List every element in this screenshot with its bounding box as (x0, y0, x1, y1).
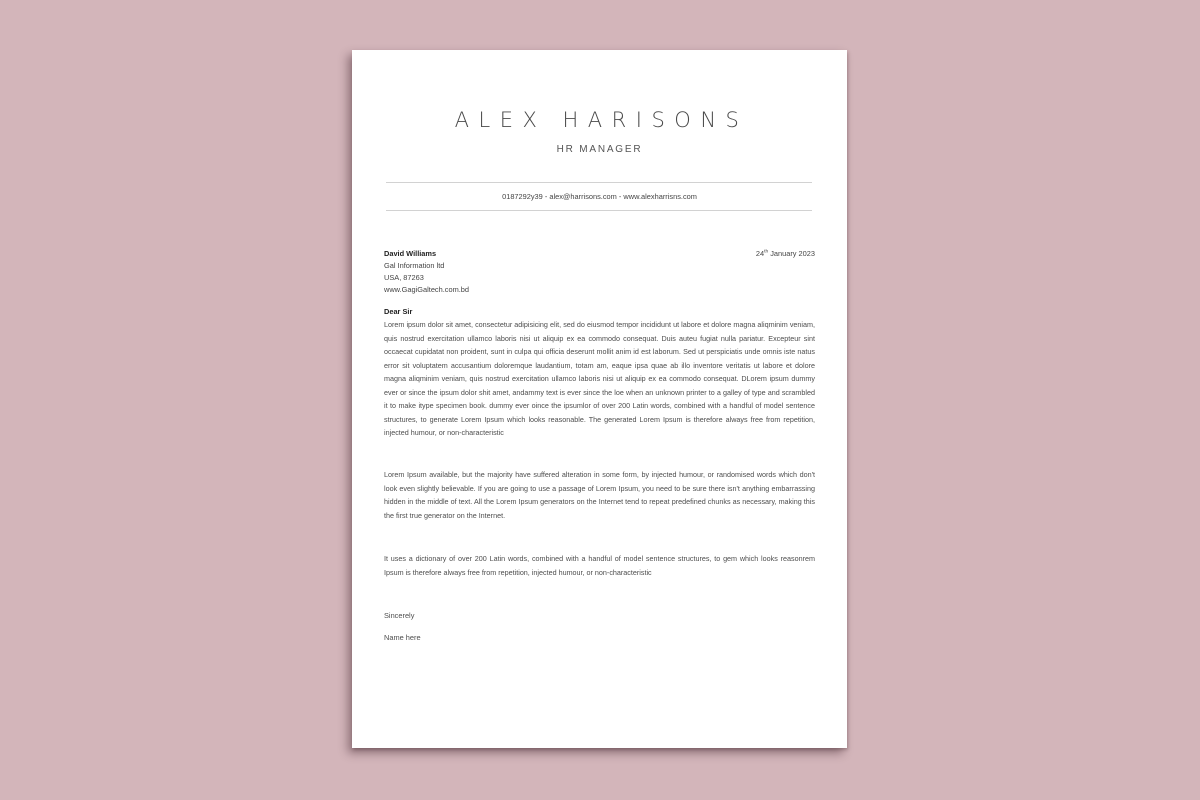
date-day: 24 (755, 249, 765, 258)
header-divider-bottom (386, 210, 812, 211)
recipient-address: USA, 87263 (384, 273, 424, 283)
recipient-website: www.GagiGaltech.com.bd (384, 285, 470, 295)
recipient-name: David Williams (384, 249, 437, 258)
date-month-year: January 2023 (770, 249, 815, 258)
recipient-company: Gal Information ltd (384, 261, 445, 271)
date-suffix: th (764, 249, 769, 255)
body-paragraph-1: Lorem ipsum dolor sit amet, consectetur adipisicing elit, sed do eiusmod tempor incididunt ut labore et dolore magna aliqminim veniam, quis nostrud exercitation ullamco laboris nisi ut aliquip ex ea commodo consequat. Duis auteu fugiat nulla pariatur. Excepteur sint occaecat cupidatat non proident, sunt in culpa qui officia deserunt mollit anim id est laborum. Sed ut perspiciatis unde omnis iste natus error sit voluptatem accusantium doloremque laudantium, totam am, eaque ipsa quae ab illo inventore veritatis ut labore et dolore magna aliqminim veniam, quis nostrud exercitation ullamco laboris nisi ut aliquip ex ea commodo consequat. DLorem ipsum dummy ever or since the ipsum dolor shit amet, andammy text is ever since the loe when an unknown printer to a galley of type and scrambled it to make itype specimen book. dummy ever oince the ipsumlor of over 200 Latin words, combined with a handful of model sentence structures, to generate Lorem Ipsum which looks reasonable. The generated Lorem Ipsum is therefore always free from repetition, injected humour, or non-characteristic (384, 320, 815, 437)
body-paragraph-2: Lorem Ipsum available, but the majority have suffered alteration in some form, by injected humour, or randomised words which don't look even slightly believable. If you are going to use a passage of Lorem Ipsum, you need to be sure there isn't anything embarrassing hidden in the middle of text. All the Lorem Ipsum generators on the Internet tend to repeat predefined chunks as necessary, making this the first true generator on the Internet. (384, 470, 815, 520)
salutation: Dear Sir (384, 307, 413, 316)
recipient-block (384, 248, 469, 296)
sender-role: HR MANAGER (556, 144, 643, 155)
body-paragraph-3: It uses a dictionary of over 200 Latin words, combined with a handful of model sentence structures, to gem which looks reasonrem Ipsum is therefore always free from repetition, injected humour, or non-characteristic (384, 554, 815, 577)
header-divider-top (386, 182, 812, 183)
closing: Sincerely (384, 611, 415, 620)
sender-contact: 0187292y39 - alex@harrisons.com - www.alexharrisns.com (502, 192, 697, 201)
letter-date (756, 248, 815, 260)
sender-name: ALEX HARISONS (454, 108, 749, 132)
letter-page (352, 50, 847, 748)
signature-name: Name here (384, 633, 421, 642)
